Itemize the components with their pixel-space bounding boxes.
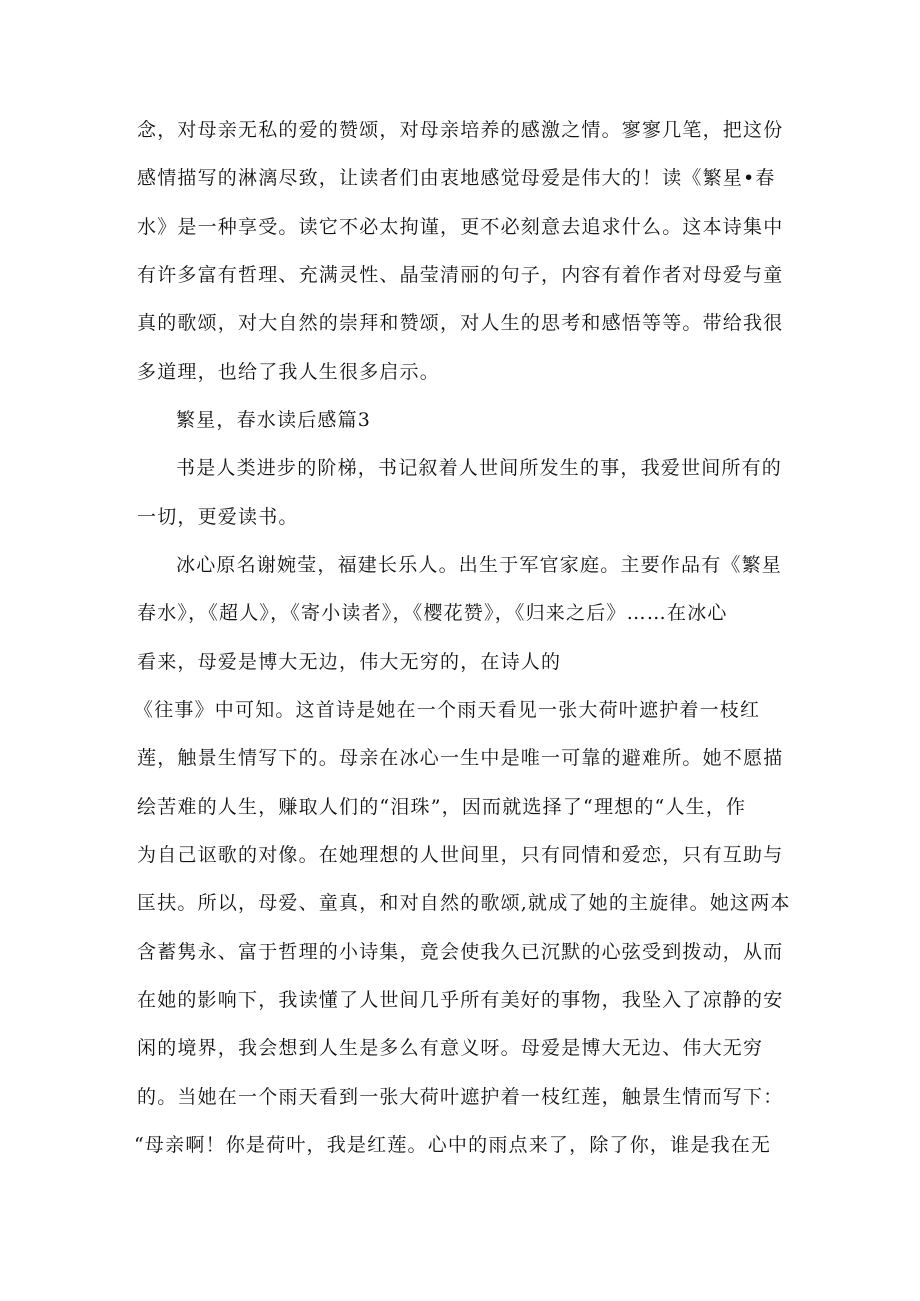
text-line: 感情描写的淋漓尽致，让读者们由衷地感觉母爱是伟大的！读《繁星•春 bbox=[137, 167, 776, 189]
paragraph-first-line: 书是人类进步的阶梯，书记叙着人世间所发生的事，我爱世间所有的 bbox=[176, 457, 783, 479]
text-line: 闲的境界，我会想到人生是多么有意义呀。母爱是博大无边、伟大无穷 bbox=[137, 1037, 764, 1059]
text-line: 水》是一种享受。读它不必太拘谨，更不必刻意去追求什么。这本诗集中 bbox=[137, 216, 784, 238]
text-line: 多道理，也给了我人生很多启示。 bbox=[137, 361, 441, 383]
text-line: 《往事》中可知。这首诗是她在一个雨天看见一张大荷叶遮护着一枝红 bbox=[134, 699, 761, 721]
text-line: 有许多富有哲理、充满灵性、晶莹清丽的句子，内容有着作者对母爱与童 bbox=[137, 264, 784, 286]
text-line: “母亲啊！你是荷叶，我是红莲。心中的雨点来了，除了你，谁是我在无 bbox=[134, 1134, 772, 1156]
text-line: 的。当她在一个雨天看到一张大荷叶遮护着一枝红莲，触景生情而写下： bbox=[137, 1086, 784, 1108]
text-line: 匡扶。所以，母爱、童真，和对自然的歌颂,就成了她的主旋律。她这两本 bbox=[137, 892, 791, 914]
paragraph-first-line: 冰心原名谢婉莹，福建长乐人。出生于军官家庭。主要作品有《繁星 bbox=[176, 554, 783, 576]
text-line: 绘苦难的人生，赚取人们的“泪珠”，因而就选择了“理想的“人生，作 bbox=[137, 796, 747, 818]
text-line: 春水》，《超人》，《寄小读者》，《樱花赞》，《归来之后》……在冰心 bbox=[137, 602, 728, 624]
text-line: 莲，触景生情写下的。母亲在冰心一生中是唯一可靠的避难所。她不愿描 bbox=[137, 747, 784, 769]
text-line: 一切，更爱读书。 bbox=[137, 506, 299, 528]
text-line: 真的歌颂，对大自然的崇拜和赞颂，对人生的思考和感悟等等。带给我很 bbox=[137, 312, 784, 334]
section-heading: 繁星，春水读后感篇3 bbox=[176, 409, 372, 431]
text-line: 含蓄隽永、富于哲理的小诗集，竟会使我久已沉默的心弦受到拨动，从而 bbox=[137, 941, 784, 963]
text-line: 在她的影响下，我读懂了人世间几乎所有美好的事物，我坠入了凉静的安 bbox=[137, 989, 784, 1011]
text-line: 念，对母亲无私的爱的赞颂，对母亲培养的感激之情。寥寥几笔，把这份 bbox=[137, 119, 784, 141]
text-line: 为自己讴歌的对像。在她理想的人世间里，只有同情和爱恋，只有互助与 bbox=[137, 844, 784, 866]
text-line: 看来，母爱是博大无边，伟大无穷的，在诗人的 bbox=[137, 651, 562, 673]
